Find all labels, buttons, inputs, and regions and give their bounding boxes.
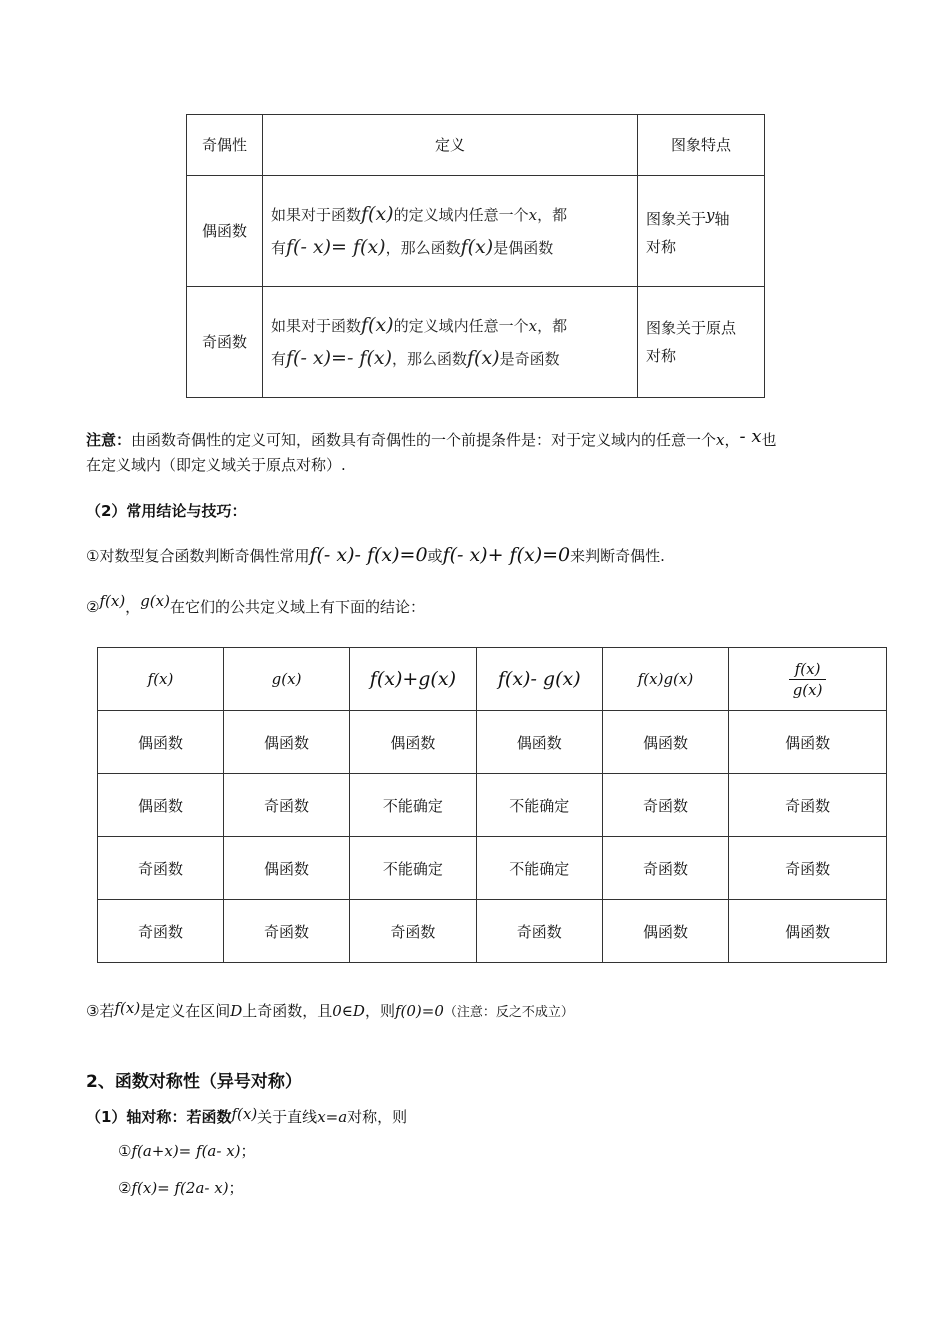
table-cell: 偶函数 (224, 711, 350, 774)
table-cell: 不能确定 (476, 837, 602, 900)
table-cell: 奇函数 (729, 837, 887, 900)
table-cell: 奇函数 (602, 837, 728, 900)
axis-symmetry-line: （1）轴对称：若函数f(x)关于直线x=a对称，则 (86, 1105, 408, 1126)
table-row (98, 711, 887, 774)
table-cell: 奇函数 (98, 900, 224, 963)
parity-definition-table (186, 114, 765, 398)
table-cell: 奇函数 (476, 900, 602, 963)
table-row (98, 837, 887, 900)
header-quotient: $\frac{f(x)}{g(x)}$ (729, 648, 887, 711)
table-row (98, 900, 887, 963)
table-row (98, 774, 887, 837)
table-cell: 奇函数 (602, 774, 728, 837)
note-paragraph: 注意：由函数奇偶性的定义可知，函数具有奇偶性的一个前提条件是：对于定义域内的任意一个x，- x也 在定义域内（即定义域关于原点对称）. (86, 426, 777, 474)
feature-cell: 图象关于y轴 对称 (638, 176, 765, 287)
table-cell: 不能确定 (350, 774, 477, 837)
parity-combination-table (97, 647, 887, 963)
header-sum: f(x)+g(x) (350, 648, 477, 711)
section-heading: 2、函数对称性（异号对称） (86, 1072, 302, 1092)
section-title: （2）常用结论与技巧： (86, 502, 247, 520)
table-cell: 不能确定 (350, 837, 477, 900)
table-cell: 奇函数 (224, 900, 350, 963)
header-product: f(x)g(x) (602, 648, 728, 711)
table-cell: 偶函数 (602, 900, 728, 963)
table-cell: 偶函数 (350, 711, 477, 774)
definition-cell: 如果对于函数f(x)的定义域内任意一个x，都 有f(- x)=- f(x)，那么函数f(x)是奇函数 (263, 287, 638, 398)
table-cell: 偶函数 (98, 774, 224, 837)
table-header-row (98, 648, 887, 711)
axis-symmetry-item-2: ②f(x)= f(2a- x)； (118, 1179, 244, 1197)
conclusion-item-1: ①对数型复合函数判断奇偶性常用f(- x)- f(x)=0或f(- x)+ f(x)=0来判断奇偶性. (86, 544, 665, 566)
table-cell: 奇函数 (729, 774, 887, 837)
table-row-even (187, 176, 765, 287)
conclusion-item-2: ②f(x)，g(x)在它们的公共定义域上有下面的结论： (86, 592, 425, 616)
table-cell: 偶函数 (476, 711, 602, 774)
table-cell: 奇函数 (98, 837, 224, 900)
table-cell: 偶函数 (602, 711, 728, 774)
table-cell: 偶函数 (224, 837, 350, 900)
axis-symmetry-item-1: ①f(a+x)= f(a- x)； (118, 1142, 256, 1160)
table-cell: 奇函数 (350, 900, 477, 963)
table-cell: 偶函数 (98, 711, 224, 774)
header-f: f(x) (98, 648, 224, 711)
definition-cell: 如果对于函数f(x)的定义域内任意一个x，都 有f(- x)= f(x)，那么函数f(x)是偶函数 (263, 176, 638, 287)
table-row-odd (187, 287, 765, 398)
table-cell: 奇函数 (224, 774, 350, 837)
header-parity: 奇偶性 (187, 115, 263, 176)
row-name: 偶函数 (187, 176, 263, 287)
feature-cell: 图象关于原点 对称 (638, 287, 765, 398)
header-definition: 定义 (263, 115, 638, 176)
conclusion-item-3: ③若f(x)是定义在区间D上奇函数，且0∈D，则f(0)=0（注意：反之不成立） (86, 999, 574, 1020)
table-cell: 偶函数 (729, 900, 887, 963)
header-g: g(x) (224, 648, 350, 711)
header-feature: 图象特点 (638, 115, 765, 176)
header-difference: f(x)- g(x) (476, 648, 602, 711)
table-cell: 偶函数 (729, 711, 887, 774)
row-name: 奇函数 (187, 287, 263, 398)
table-header-row (187, 115, 765, 176)
table-cell: 不能确定 (476, 774, 602, 837)
